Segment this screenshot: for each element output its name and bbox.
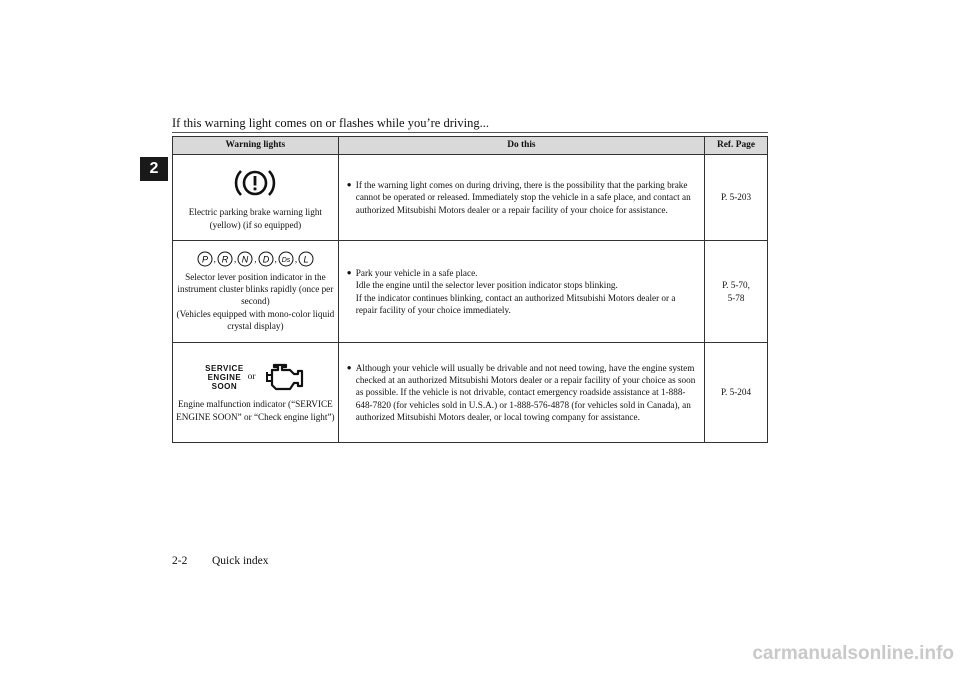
- selector-position-d-icon: [258, 251, 274, 267]
- svg-text:N: N: [241, 254, 249, 265]
- selector-position-n-icon: [237, 251, 253, 267]
- parking-brake-warning-icon: [233, 166, 277, 200]
- ref-page-text: 5-78: [727, 292, 745, 303]
- section-tab: 2: [140, 157, 168, 181]
- separator: ,: [294, 254, 298, 265]
- bullet-icon: ●: [346, 268, 352, 278]
- table-row: [173, 155, 768, 241]
- selector-position-p-icon: [197, 251, 213, 267]
- svg-text:R: R: [221, 254, 229, 265]
- check-engine-icon: [262, 362, 306, 392]
- selector-position-ds-icon: [278, 251, 294, 267]
- ref-page-text: P. 5-70,: [722, 280, 750, 291]
- warning-light-cell: [173, 155, 339, 241]
- page-heading: If this warning light comes on or flashes while you’re driving...: [172, 116, 489, 130]
- column-header-ref-page: Ref. Page: [705, 137, 768, 155]
- ref-page-cell: P. 5-204: [705, 343, 768, 443]
- engine-indicator-icons: [173, 362, 338, 392]
- heading-rule: [172, 132, 768, 133]
- action-text: Idle the engine until the selector lever position indicator stops blinking.: [355, 280, 618, 291]
- warning-light-caption: Electric parking brake warning light (yellow) (if so equipped): [188, 207, 322, 230]
- action-bullet: [347, 362, 696, 423]
- watermark: carmanualsonline.info: [752, 643, 954, 664]
- svg-text:L: L: [303, 254, 309, 265]
- column-header-warning-lights: Warning lights: [173, 137, 339, 155]
- selector-position-l-icon: [298, 251, 314, 267]
- action-bullet: [347, 267, 696, 316]
- warning-light-cell: [173, 241, 339, 343]
- or-text: or: [247, 372, 256, 383]
- action-cell: [338, 241, 704, 343]
- separator: ,: [233, 254, 237, 265]
- svg-text:Ds: Ds: [281, 257, 291, 265]
- action-text: If the warning light comes on during driving, there is the possibility that the parking brake cannot be operated or released. Immediately stop the vehicle in a safe place, and contact an authorized Mitsubishi Motors dealer or a repair facility of your choice for assistance.: [355, 180, 691, 215]
- separator: ,: [274, 254, 277, 265]
- table-row: [173, 343, 768, 443]
- section-title: Quick index: [212, 555, 269, 567]
- service-engine-soon-icon: SERVICE ENGINE SOON: [205, 363, 244, 391]
- separator: ,: [213, 254, 216, 265]
- separator: ,: [254, 254, 257, 265]
- selector-position-r-icon: [217, 251, 233, 267]
- action-text: If the indicator continues blinking, contact an authorized Mitsubishi Motors dealer or a repair facility of your choice immediately.: [355, 292, 676, 315]
- selector-position-icons: [173, 251, 338, 267]
- warning-light-caption: Selector lever position indicator in the instrument cluster blinks rapidly (once per second): [177, 272, 334, 307]
- action-text: Park your vehicle in a safe place.: [355, 268, 478, 279]
- warning-light-caption: Engine malfunction indicator (“SERVICE ENGINE SOON” or “Check engine light”): [176, 399, 335, 422]
- action-cell: [338, 343, 704, 443]
- bullet-icon: ●: [346, 363, 352, 373]
- warning-lights-table: [172, 136, 768, 443]
- column-header-do-this: Do this: [338, 137, 704, 155]
- table-row: [173, 241, 768, 343]
- svg-text:D: D: [262, 254, 269, 265]
- action-cell: [338, 155, 704, 241]
- action-text: Although your vehicle will usually be drivable and not need towing, have the engine system checked at an authorized Mitsubishi Motors dealer or a repair facility of your choice as soon as possible. If the vehicle is not drivable, contact emergency roadside assistance at 1-888-648-7820 (for vehicles sold in U.S.A.) or 1-888-576-4878 (for vehicles sold in Canada), an authorized Mitsubishi Motors dealer, or local towing company for assistance.: [355, 363, 696, 422]
- bullet-icon: ●: [346, 180, 352, 190]
- warning-light-cell: [173, 343, 339, 443]
- ref-page-cell: P. 5-203: [705, 155, 768, 241]
- warning-light-note: (Vehicles equipped with mono-color liquid crystal display): [176, 308, 335, 331]
- ref-page-cell: [705, 241, 768, 343]
- action-bullet: [347, 179, 696, 215]
- table-header-row: [173, 137, 768, 155]
- page-number: 2-2: [172, 555, 188, 567]
- svg-text:P: P: [201, 254, 208, 265]
- parking-brake-icon-wrap: [173, 166, 338, 200]
